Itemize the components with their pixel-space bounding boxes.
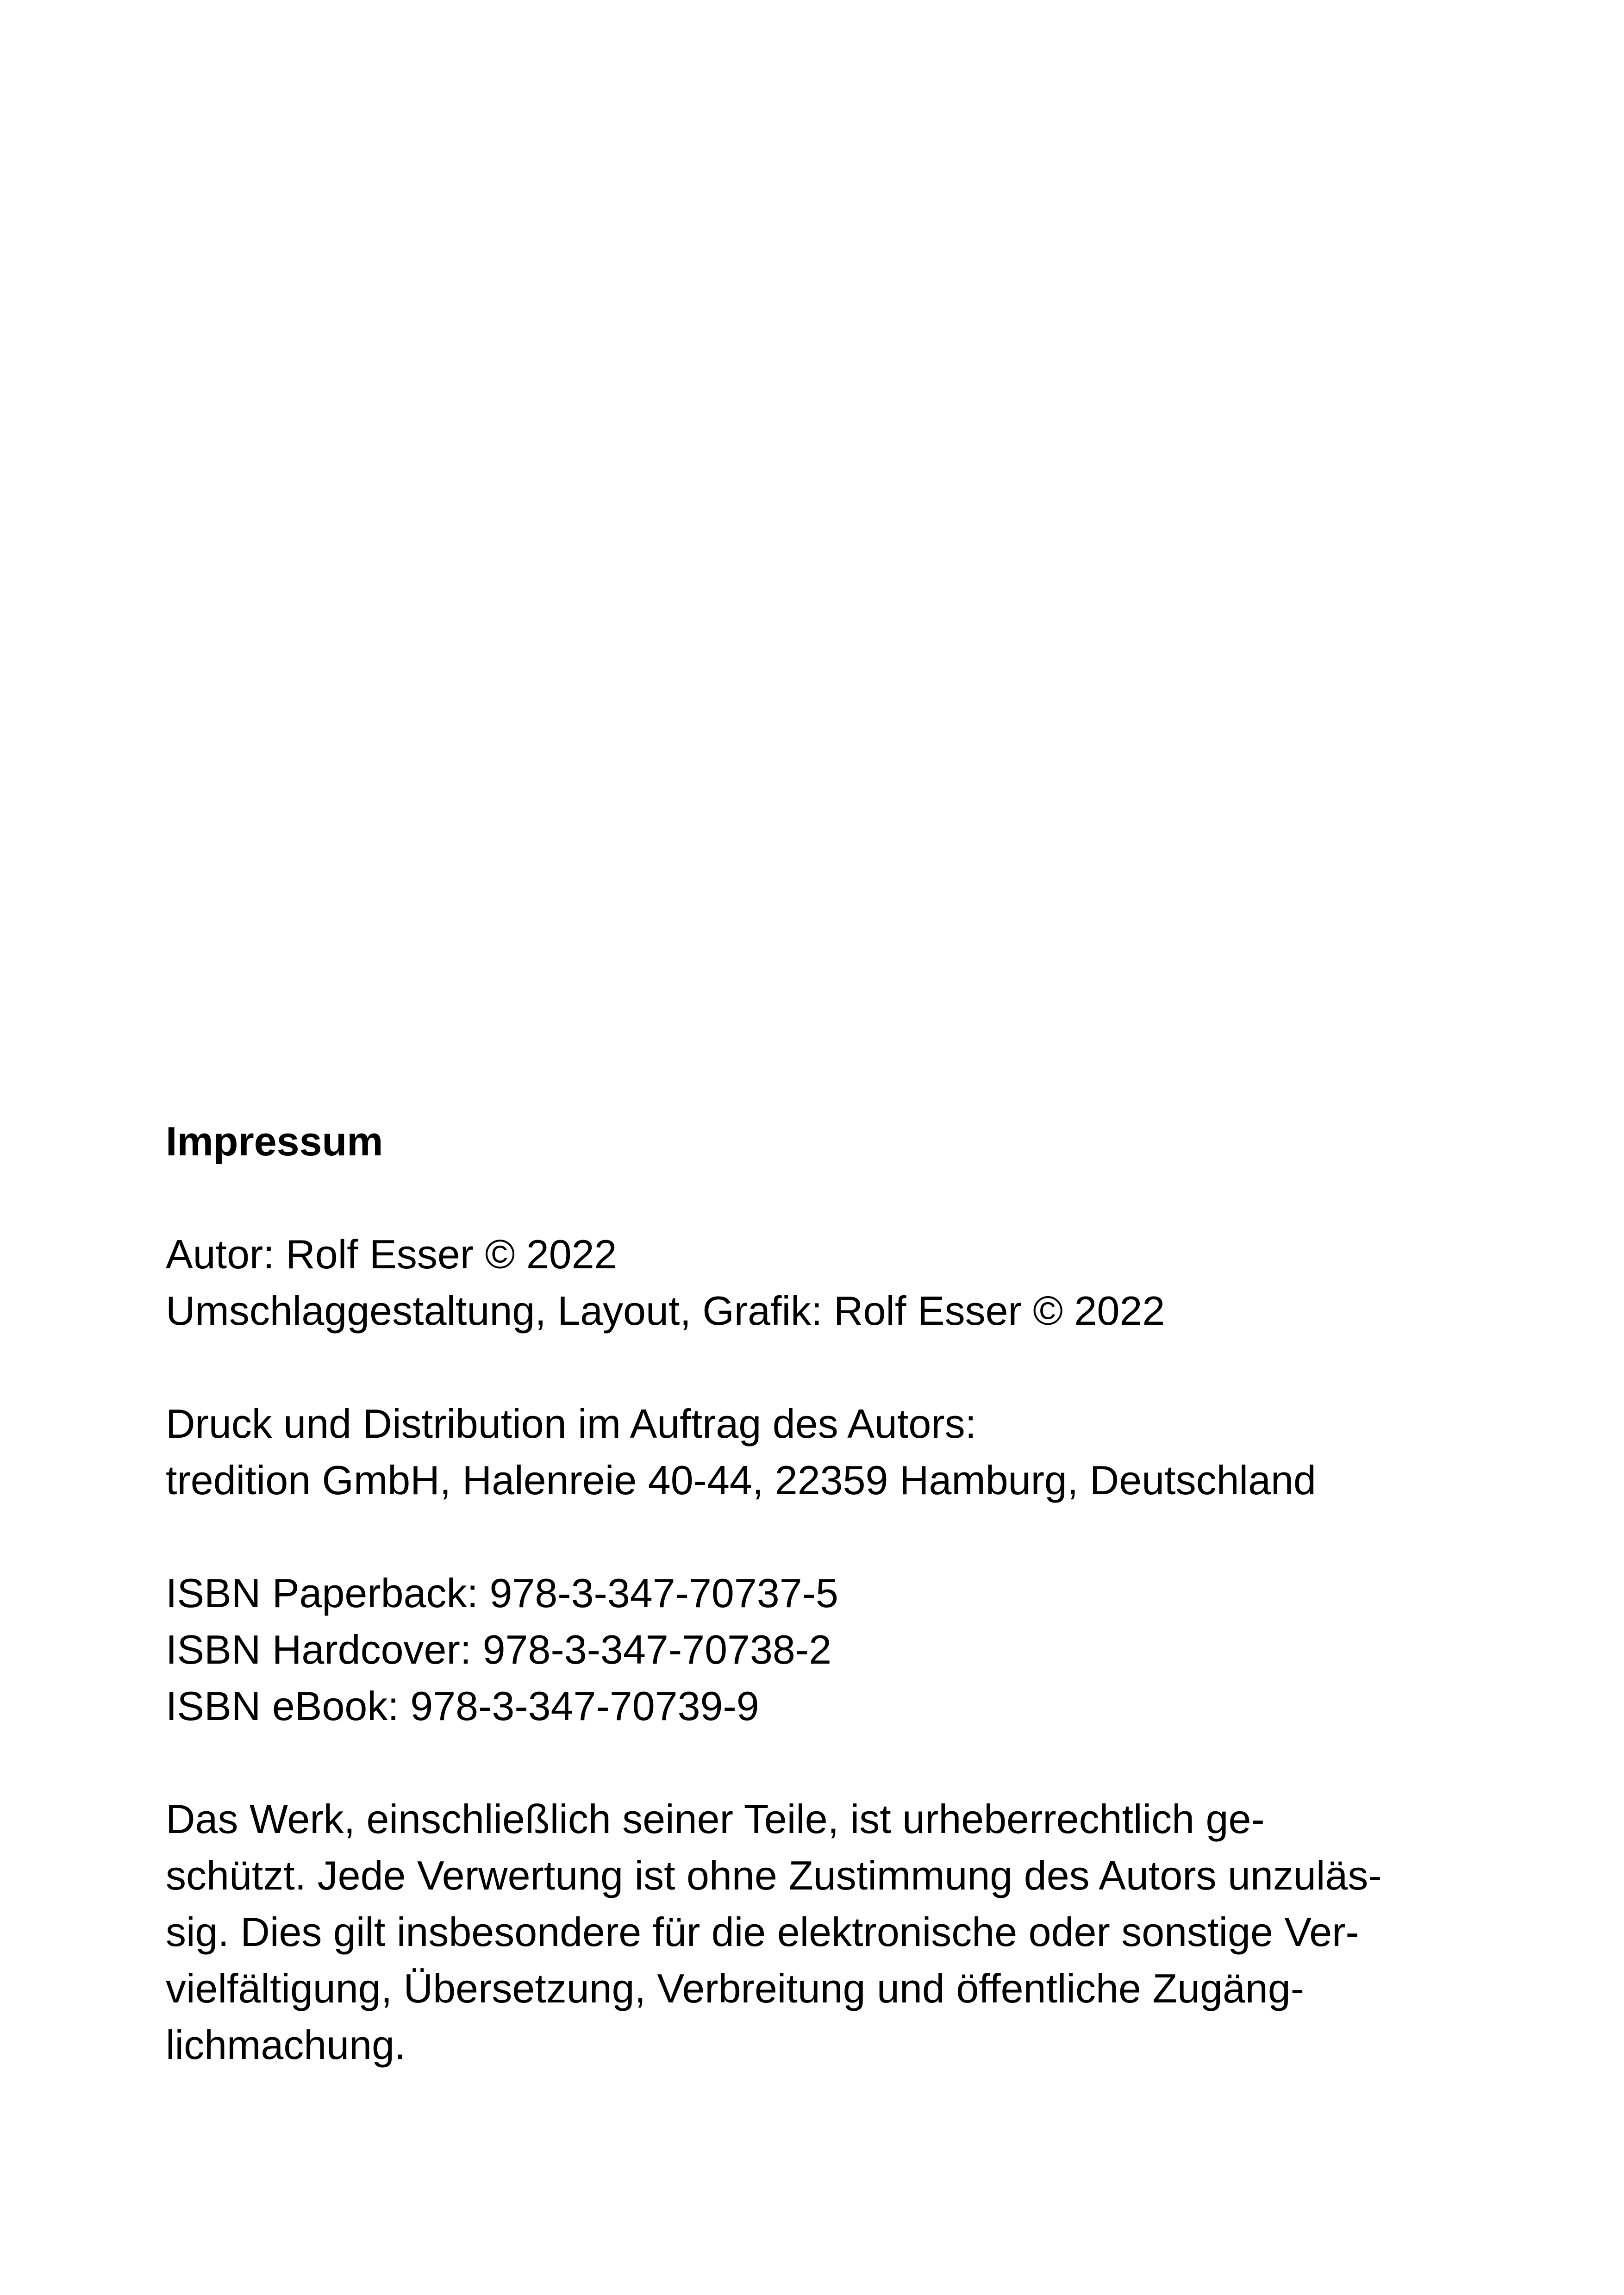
publisher-address: tredition GmbH, Halenreie 40-44, 22359 Hamburg, Deutschland <box>166 1457 1316 1503</box>
copyright-notice-line: schützt. Jede Verwertung ist ohne Zustimmung des Autors unzuläs- <box>166 1852 1382 1898</box>
imprint-section <box>166 1113 1462 2130</box>
credits-block <box>166 1226 1462 1339</box>
printing-block <box>166 1396 1462 1509</box>
isbn-ebook: ISBN eBook: 978-3-347-70739-9 <box>166 1683 759 1729</box>
isbn-block <box>166 1565 1462 1734</box>
isbn-paperback: ISBN Paperback: 978-3-347-70737-5 <box>166 1570 838 1616</box>
imprint-heading: Impressum <box>166 1118 383 1164</box>
author-credit: Autor: Rolf Esser © 2022 <box>166 1231 617 1277</box>
isbn-hardcover: ISBN Hardcover: 978-3-347-70738-2 <box>166 1627 832 1672</box>
copyright-notice-line: vielfältigung, Übersetzung, Verbreitung und öffentliche Zugäng- <box>166 1965 1305 2011</box>
printing-statement: Druck und Distribution im Auftrag des Autors: <box>166 1401 977 1447</box>
copyright-notice-line: lichmachung. <box>166 2022 406 2068</box>
copyright-notice-line: sig. Dies gilt insbesondere für die elektronische oder sonstige Ver- <box>166 1909 1359 1955</box>
design-credit: Umschlaggestaltung, Layout, Grafik: Rolf Esser © 2022 <box>166 1288 1165 1334</box>
copyright-notice <box>166 1791 1462 2073</box>
copyright-notice-line: Das Werk, einschließlich seiner Teile, ist urheberrechtlich ge- <box>166 1796 1265 1842</box>
